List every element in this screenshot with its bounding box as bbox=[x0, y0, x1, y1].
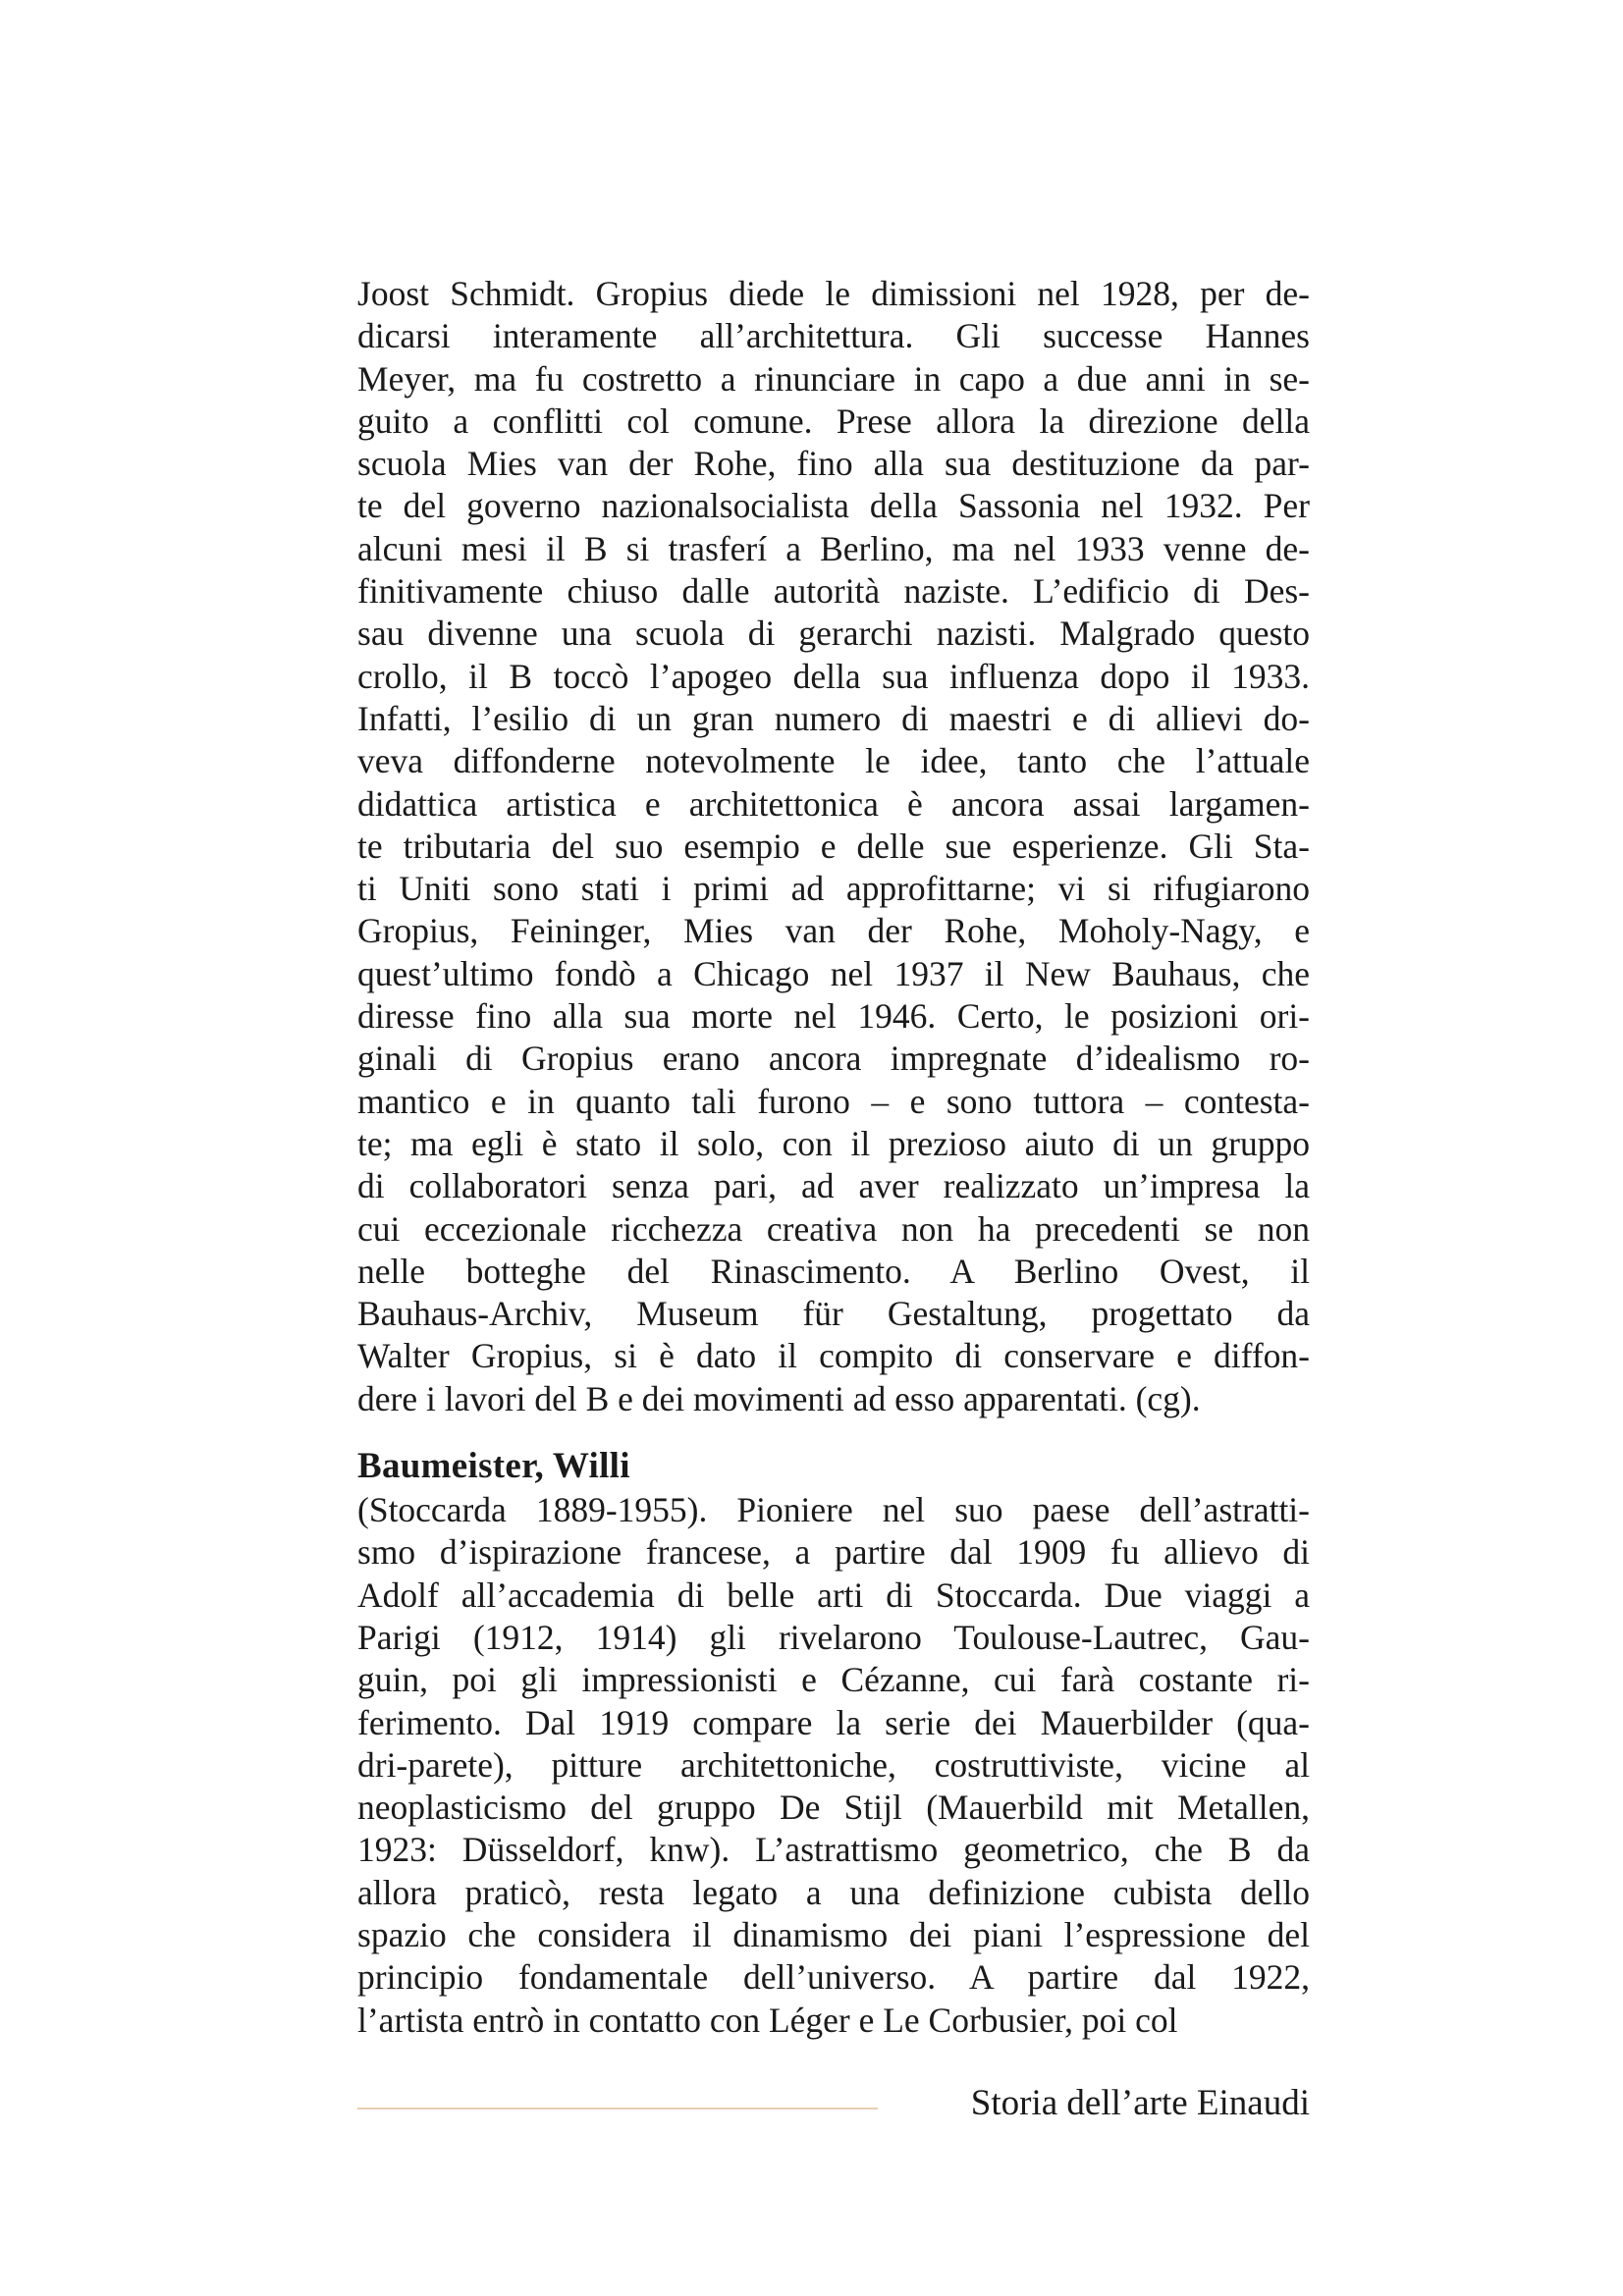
text-line: l’artista entrò in contatto con Léger e Le Corbusier, poi col bbox=[357, 2000, 1178, 2040]
text-line: finitivamente chiuso dalle autorità naziste. L’edificio di Des- bbox=[357, 571, 1310, 612]
text-line: diresse fino alla sua morte nel 1946. Certo, le posizioni ori- bbox=[357, 996, 1310, 1037]
text-line: spazio che considera il dinamismo dei piani l’espressione del bbox=[357, 1914, 1310, 1954]
text-line: smo d’ispirazione francese, a partire dal 1909 fu allievo di bbox=[357, 1532, 1310, 1573]
text-line: ti Uniti sono stati i primi ad approfittarne; vi si rifugiarono bbox=[357, 869, 1310, 909]
continuation-text bbox=[357, 273, 1310, 1420]
text-line: (Stoccarda 1889-1955). Pioniere nel suo paese dell’astratti- bbox=[357, 1490, 1310, 1530]
text-column bbox=[357, 273, 1310, 2042]
text-line: sau divenne una scuola di gerarchi nazisti. Malgrado questo bbox=[357, 614, 1310, 654]
text-line: guito a conflitti col comune. Prese allora la direzione della bbox=[357, 400, 1310, 441]
text-line: dere i lavori del B e dei movimenti ad esso apparentati. (cg). bbox=[357, 1378, 1201, 1418]
text-line: scuola Mies van der Rohe, fino alla sua destituzione da par- bbox=[357, 444, 1310, 484]
text-line: te del governo nazionalsocialista della Sassonia nel 1932. Per bbox=[357, 486, 1310, 526]
text-line: ferimento. Dal 1919 compare la serie dei Mauerbilder (qua- bbox=[357, 1702, 1310, 1742]
footer-divider bbox=[357, 2108, 878, 2109]
text-line: ginali di Gropius erano ancora impregnate d’idealismo ro- bbox=[357, 1039, 1310, 1079]
text-line: Bauhaus-Archiv, Museum für Gestaltung, progettato da bbox=[357, 1294, 1310, 1334]
text-line: te tributaria del suo esempio e delle sue esperienze. Gli Sta- bbox=[357, 826, 1310, 866]
text-line: didattica artistica e architettonica è ancora assai largamen- bbox=[357, 783, 1310, 824]
text-line: Joost Schmidt. Gropius diede le dimissioni nel 1928, per de- bbox=[357, 274, 1310, 313]
text-line: Adolf all’accademia di belle arti di Stoccarda. Due viaggi a bbox=[357, 1575, 1310, 1615]
text-line: quest’ultimo fondò a Chicago nel 1937 il New Bauhaus, che bbox=[357, 953, 1310, 993]
entry-text bbox=[357, 1489, 1310, 2042]
text-line: mantico e in quanto tali furono – e sono tuttora – contesta- bbox=[357, 1081, 1310, 1121]
text-line: Infatti, l’esilio di un gran numero di maestri e di allievi do- bbox=[357, 698, 1310, 738]
text-line: alcuni mesi il B si trasferí a Berlino, ma nel 1933 venne de- bbox=[357, 528, 1310, 568]
text-line: allora praticò, resta legato a una definizione cubista dello bbox=[357, 1872, 1310, 1912]
text-line: principio fondamentale dell’universo. A partire dal 1922, bbox=[357, 1957, 1310, 1998]
text-line: crollo, il B toccò l’apogeo della sua influenza dopo il 1933. bbox=[357, 656, 1310, 696]
text-line: cui eccezionale ricchezza creativa non ha precedenti se non bbox=[357, 1208, 1310, 1249]
text-line: neoplasticismo del gruppo De Stijl (Mauerbild mit Metallen, bbox=[357, 1788, 1310, 1828]
text-line: Meyer, ma fu costretto a rinunciare in capo a due anni in se- bbox=[357, 358, 1310, 399]
text-line: te; ma egli è stato il solo, con il prezioso aiuto di un gruppo bbox=[357, 1123, 1310, 1163]
entry-heading: Baumeister, Willi bbox=[357, 1446, 630, 1487]
text-line: Parigi (1912, 1914) gli rivelarono Toulouse-Lautrec, Gau- bbox=[357, 1617, 1310, 1657]
text-line: 1923: Düsseldorf, knw). L’astrattismo geometrico, che B da bbox=[357, 1830, 1310, 1870]
text-line: di collaboratori senza pari, ad aver realizzato un’impresa la bbox=[357, 1166, 1310, 1206]
text-line: guin, poi gli impressionisti e Cézanne, cui farà costante ri- bbox=[357, 1660, 1310, 1700]
page-footer bbox=[357, 2079, 1310, 2128]
publication-title: Storia dell’arte Einaudi bbox=[970, 2083, 1310, 2123]
text-line: dicarsi interamente all’architettura. Gli successe Hannes bbox=[357, 316, 1310, 356]
text-line: nelle botteghe del Rinascimento. A Berlino Ovest, il bbox=[357, 1251, 1310, 1291]
text-line: Gropius, Feininger, Mies van der Rohe, Moholy-Nagy, e bbox=[357, 911, 1310, 951]
text-line: Walter Gropius, si è dato il compito di conservare e diffon- bbox=[357, 1336, 1310, 1376]
text-line: dri-parete), pitture architettoniche, costruttiviste, vicine al bbox=[357, 1744, 1310, 1785]
text-line: veva diffonderne notevolmente le idee, tanto che l’attuale bbox=[357, 741, 1310, 781]
